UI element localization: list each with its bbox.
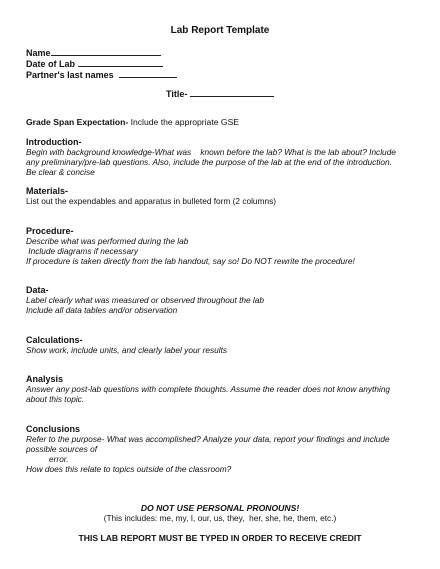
- analysis-line: about this topic.: [26, 394, 85, 404]
- name-label: Name: [26, 48, 51, 58]
- typed-notice: THIS LAB REPORT MUST BE TYPED IN ORDER TO RECEIVE CREDIT: [78, 533, 362, 543]
- lab-title-field: [166, 88, 274, 99]
- partner-blank: [119, 69, 177, 78]
- conclusions-line: Refer to the purpose- What was accomplished? Analyze your data, report your findings and include: [26, 434, 390, 444]
- partner-field: [26, 69, 177, 80]
- date-label: Date of Lab: [26, 59, 76, 69]
- page-title: Lab Report Template: [170, 25, 270, 36]
- conclusions-line: error.: [26, 454, 69, 464]
- analysis-line: Answer any post-lab questions with complete thoughts. Assume the reader does not know anything: [26, 384, 391, 394]
- pronouns-warning: DO NOT USE PERSONAL PRONOUNS!: [140, 503, 300, 513]
- gse-line: [26, 117, 239, 127]
- data-heading: Data-: [26, 285, 49, 295]
- conclusions-line: possible sources of: [26, 444, 98, 454]
- pronouns-list: (This includes: me, my, I, our, us, they, her, she, he, them, etc.): [103, 513, 337, 523]
- name-blank: [51, 47, 161, 56]
- procedure-line: If procedure is taken directly from the lab handout, say so! Do NOT rewrite the procedure!: [26, 256, 355, 266]
- procedure-line: Describe what was performed during the lab: [26, 236, 189, 246]
- procedure-line: Include diagrams if necessary: [26, 246, 139, 256]
- date-field: [26, 58, 163, 69]
- introduction-line: any preliminary/pre-lab questions. Also, include the purpose of the lab at the end of the introduction.: [26, 157, 392, 167]
- conclusions-line: How does this relate to topics outside of the classroom?: [26, 464, 232, 474]
- conclusions-heading: Conclusions: [26, 424, 81, 434]
- date-blank: [78, 58, 163, 67]
- lab-title-blank: [190, 88, 274, 97]
- gse-label: Grade Span Expectation-: [26, 117, 129, 127]
- calculations-heading: Calculations-: [26, 335, 83, 345]
- partner-label: Partner's last names: [26, 70, 114, 80]
- procedure-heading: Procedure-: [26, 226, 74, 236]
- introduction-line: Begin with background knowledge-What was known before the lab? What is the lab about? Include: [26, 147, 396, 157]
- data-line: Include all data tables and/or observation: [26, 305, 178, 315]
- introduction-line: Be clear & concise: [26, 167, 95, 177]
- lab-title-label: Title-: [166, 89, 188, 99]
- gse-text: Include the appropriate GSE: [128, 117, 240, 127]
- materials-line: List out the expendables and apparatus in bulleted form (2 columns): [26, 196, 276, 206]
- introduction-heading: Introduction-: [26, 137, 82, 147]
- materials-heading: Materials-: [26, 186, 69, 196]
- analysis-heading: Analysis: [26, 374, 64, 384]
- name-field: [26, 47, 161, 58]
- calculations-line: Show work, include units, and clearly label your results: [26, 345, 228, 355]
- data-line: Label clearly what was measured or observed throughout the lab: [26, 295, 264, 305]
